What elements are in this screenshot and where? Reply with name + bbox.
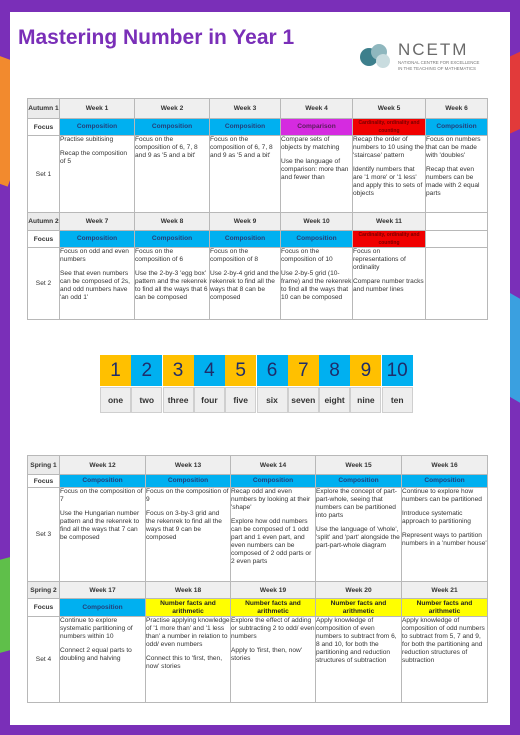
week-header: Week 5 — [353, 99, 426, 119]
activity-cell — [60, 488, 146, 582]
week-header: Week 19 — [231, 582, 316, 599]
activity-cell — [210, 248, 281, 320]
activity-text: Focus on numbers that can be made with 'doubles' — [426, 136, 481, 159]
activity-text: Focus on representations of ordinality — [353, 248, 406, 271]
number-word: four — [194, 387, 225, 413]
week-header: Week 18 — [146, 582, 231, 599]
activity-cell — [231, 617, 316, 703]
activity-text: Explore the effect of adding or subtracting 2 to odd/ even numbers — [231, 617, 315, 640]
activity-text: Focus on the composition of 6, 7, 8 and 9 as '5 and a bit' — [135, 136, 198, 159]
week-header: Week 11 — [353, 213, 426, 231]
activity-text: Use 2-by-5 grid (10-frame) and the rekenrek to find all the ways that 10 can be composed — [281, 270, 352, 301]
activity-text: Recap that even numbers can be made with 2 equal parts — [426, 166, 480, 197]
week-header: Week 20 — [316, 582, 402, 599]
week-header: Week 9 — [210, 213, 281, 231]
term-label: Autumn 2 — [28, 213, 60, 231]
activity-cell — [135, 136, 210, 213]
week-header: Week 16 — [402, 456, 488, 475]
number-word: seven — [288, 387, 319, 413]
week-header: Week 17 — [60, 582, 146, 599]
activity-text: Focus on the composition of 6 — [135, 248, 184, 263]
set-label: Set 1 — [28, 136, 60, 213]
empty-cell — [426, 231, 488, 248]
logo-subtitle-1: NATIONAL CENTRE FOR EXCELLENCE — [398, 60, 480, 65]
empty-cell — [426, 248, 488, 320]
empty-cell — [426, 213, 488, 231]
number-word: two — [131, 387, 162, 413]
logo-name: NCETM — [398, 40, 469, 59]
autumn-table — [27, 98, 488, 320]
week-header: Week 7 — [60, 213, 135, 231]
focus-label: Focus — [28, 599, 60, 617]
activity-text: Focus on the composition of 10 — [281, 248, 333, 263]
activity-text: Continue to explore systematic partitioning of numbers within 10 — [60, 617, 133, 640]
activity-text: Recap odd and even numbers by looking at their 'shape' — [231, 488, 311, 511]
activity-text: Focus on 3-by-3 grid and the rekenrek to find all the ways that 9 can be composed — [146, 510, 222, 541]
activity-cell — [146, 488, 231, 582]
activity-cell — [60, 617, 146, 703]
week-header: Week 8 — [135, 213, 210, 231]
spring-1-focus-row — [28, 475, 488, 488]
activity-text: Recap the order of numbers to 10 using the 'staircase' pattern — [353, 136, 424, 159]
week-header: Week 12 — [60, 456, 146, 475]
number-word: eight — [319, 387, 350, 413]
focus-cell: Number facts and arithmetic — [316, 599, 402, 617]
activity-cell — [353, 248, 426, 320]
number-word: one — [100, 387, 131, 413]
week-header: Week 3 — [210, 99, 281, 119]
activity-text: Explore how odd numbers can be composed of 1 odd part and 1 even part, and even numbers can be composed of 2 odd parts or 2 even parts — [231, 518, 312, 565]
autumn-1-header-row — [28, 99, 488, 119]
number-tile: 7 — [288, 355, 319, 386]
focus-cell: Composition — [281, 231, 353, 248]
focus-cell: Composition — [210, 231, 281, 248]
focus-cell: Composition — [426, 119, 488, 136]
set-4-row — [28, 617, 488, 703]
focus-label: Focus — [28, 475, 60, 488]
activity-text: Connect this to 'first, then, now' stories — [146, 655, 223, 670]
spring-2-header-row — [28, 582, 488, 599]
activity-cell — [135, 248, 210, 320]
activity-text: Use the language of comparison: more than and fewer than — [281, 158, 349, 181]
autumn-2-focus-row — [28, 231, 488, 248]
number-tile: 1 — [100, 355, 131, 386]
activity-cell — [146, 617, 231, 703]
number-word: nine — [350, 387, 381, 413]
activity-text: Practise subitising — [60, 136, 114, 143]
focus-label: Focus — [28, 231, 60, 248]
activity-text: Focus on the composition of 6, 7, 8 and 9 as '5 and a bit' — [210, 136, 273, 159]
week-header: Week 1 — [60, 99, 135, 119]
activity-text: Identify numbers that are '1 more' or '1 less' and apply this to sets of objects — [353, 166, 423, 197]
activity-text: Explore the concept of part-part-whole, seeing that numbers can be partitioned into parts — [316, 488, 398, 519]
focus-cell: Composition — [60, 599, 146, 617]
number-tile: 6 — [257, 355, 288, 386]
term-label: Autumn 1 — [28, 99, 60, 119]
activity-cell — [60, 248, 135, 320]
activity-text: See that even numbers can be composed of 2s, and odd numbers have 'an odd 1' — [60, 270, 131, 301]
focus-cell: Composition — [135, 119, 210, 136]
week-header: Week 21 — [402, 582, 488, 599]
activity-text: Use the 2-by-3 'egg box' pattern and the rekenrek to find all the ways that 6 can be composed — [135, 270, 208, 301]
focus-cell: Cardinality, ordinality and counting — [353, 119, 426, 136]
week-header: Week 6 — [426, 99, 488, 119]
set-2-row — [28, 248, 488, 320]
activity-cell — [402, 488, 488, 582]
set-3-row — [28, 488, 488, 582]
activity-text: Apply to 'first, then, now' stories — [231, 647, 303, 662]
term-label: Spring 1 — [28, 456, 60, 475]
focus-cell: Composition — [316, 475, 402, 488]
activity-text: Use 2-by-4 grid and the rekenrek to find all the ways that 8 can be composed — [210, 270, 279, 301]
set-1-row — [28, 136, 488, 213]
activity-text: Recap the composition of 5 — [60, 150, 128, 165]
number-tile: 4 — [194, 355, 225, 386]
focus-cell: Number facts and arithmetic — [146, 599, 231, 617]
activity-text: Introduce systematic approach to partitioning — [402, 510, 471, 525]
activity-cell — [60, 136, 135, 213]
activity-text: Focus on the composition of 8 — [210, 248, 259, 263]
activity-text: Continue to explore how numbers can be partitioned — [402, 488, 482, 503]
activity-cell — [402, 617, 488, 703]
focus-cell: Composition — [60, 231, 135, 248]
focus-cell: Composition — [60, 119, 135, 136]
activity-text: Focus on the composition of 9 — [146, 488, 229, 503]
spring-1-header-row — [28, 456, 488, 475]
number-word: six — [257, 387, 288, 413]
number-word: ten — [382, 387, 413, 413]
focus-cell: Composition — [60, 475, 146, 488]
week-header: Week 14 — [231, 456, 316, 475]
spring-2-focus-row — [28, 599, 488, 617]
week-header: Week 10 — [281, 213, 353, 231]
ncetm-logo-icon — [358, 40, 396, 72]
activity-text: Connect 2 equal parts to doubling and halving — [60, 647, 132, 662]
page-title: Mastering Number in Year 1 — [18, 26, 295, 49]
activity-text: Practise applying knowledge of '1 more than' and '1 less than' a number in relation to odd/ even numbers — [146, 617, 230, 648]
week-header: Week 4 — [281, 99, 353, 119]
activity-cell — [210, 136, 281, 213]
focus-cell: Comparison — [281, 119, 353, 136]
activity-text: Compare sets of objects by matching — [281, 136, 340, 151]
number-tile: 10 — [382, 355, 413, 386]
number-tile: 9 — [350, 355, 381, 386]
focus-cell: Composition — [135, 231, 210, 248]
number-tile: 8 — [319, 355, 350, 386]
logo-subtitle-2: IN THE TEACHING OF MATHEMATICS — [398, 65, 476, 71]
number-tile: 5 — [225, 355, 256, 386]
activity-cell — [353, 136, 426, 213]
activity-text: Focus on odd and even numbers — [60, 248, 129, 263]
activity-cell — [426, 136, 488, 213]
activity-text: Apply knowledge of composition of odd numbers to subtract from 5, 7 and 9, for both the partitioning and reduction structures of subtraction — [402, 617, 485, 664]
number-tile: 2 — [131, 355, 162, 386]
activity-text: Use the Hungarian number pattern and the rekenrek to find all the ways that 7 can be composed — [60, 510, 140, 541]
autumn-2-header-row — [28, 213, 488, 231]
activity-text: Represent ways to partition numbers in a 'number house' — [402, 532, 487, 547]
focus-cell: Number facts and arithmetic — [231, 599, 316, 617]
focus-cell: Composition — [402, 475, 488, 488]
activity-text: Apply knowledge of composition of even numbers to subtract from 6, 8 and 10, for both the partitioning and reduction structures of subtraction — [316, 617, 397, 664]
activity-text: Use the language of 'whole', 'split' and 'part' alongside the part-part-whole diagram — [316, 526, 400, 549]
focus-cell: Composition — [231, 475, 316, 488]
number-tile: 3 — [163, 355, 194, 386]
focus-cell: Number facts and arithmetic — [402, 599, 488, 617]
autumn-1-focus-row — [28, 119, 488, 136]
activity-cell — [281, 136, 353, 213]
week-header: Week 13 — [146, 456, 231, 475]
spring-table — [27, 455, 488, 703]
focus-label: Focus — [28, 119, 60, 136]
activity-cell — [316, 617, 402, 703]
set-label: Set 2 — [28, 248, 60, 320]
week-header: Week 15 — [316, 456, 402, 475]
activity-text: Focus on the composition of 7 — [60, 488, 143, 503]
focus-cell: Cardinality, ordinality and counting — [353, 231, 426, 248]
week-header: Week 2 — [135, 99, 210, 119]
activity-cell — [316, 488, 402, 582]
activity-text: Compare number tracks and number lines — [353, 278, 424, 293]
term-label: Spring 2 — [28, 582, 60, 599]
focus-cell: Composition — [210, 119, 281, 136]
number-word: three — [163, 387, 194, 413]
number-word: five — [225, 387, 256, 413]
focus-cell: Composition — [146, 475, 231, 488]
set-label: Set 3 — [28, 488, 60, 582]
activity-cell — [231, 488, 316, 582]
set-label: Set 4 — [28, 617, 60, 703]
ncetm-logo — [398, 40, 480, 71]
activity-cell — [281, 248, 353, 320]
